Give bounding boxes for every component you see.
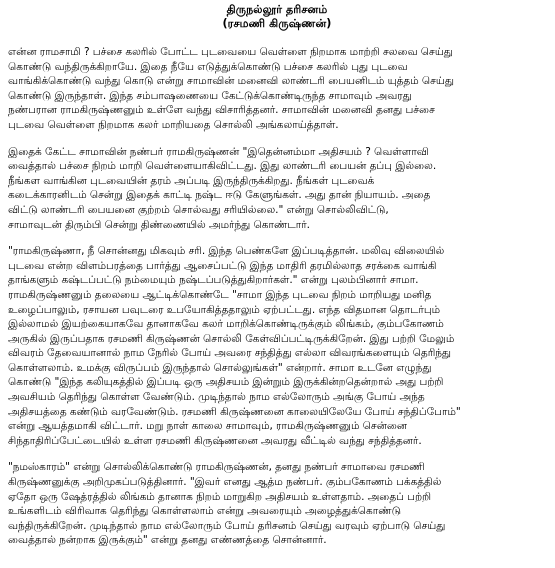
text-line: வாங்கிக்கொண்டு வந்து கொடு என்று சாமாவின் மனைவி லாண்டரி பையனிடம் யுத்தம் செய்து: [8, 75, 454, 88]
paragraph: [8, 460, 546, 548]
text-line: கொண்டு "இந்த கலியுகத்தில் இப்படி ஒரு அதிசயம் இன்றும் இருக்கின்றதென்றால் அது பற்றி: [8, 376, 444, 389]
text-line: உங்களிடம் விரிவாக தெரிந்து கொள்ளலாம் என்று அவரையும் அழைத்துக்கொண்டு: [8, 505, 401, 518]
text-line: நண்பரான ராமகிருஷ்ணனும் உள்ளே வந்து விசாரித்தனர். சாமாவின் மனைவி தனது பச்சை: [8, 104, 435, 117]
text-line: இல்லாமல் இயற்கையாகவே தானாகவே கலர் மாறிக்கொண்டிருக்கும் லிங்கம், கும்பகோணம்: [8, 318, 444, 331]
text-line: புடவை வெள்ளை நிறமாக கலர் மாறியதை சொல்லி அங்கலாய்த்தாள்.: [8, 118, 339, 131]
text-line: அவசியம் தெரிந்து கொள்ள வேண்டும். முடிந்தால் நாம எல்லோரும் அங்கு போய் அந்த: [8, 391, 425, 404]
text-line: நீங்கள வாங்கின புடவையின் தரம் அப்படி இருந்திருக்கிறது. நீங்கள் புடவைக்: [8, 174, 375, 187]
text-line: விட்டு லாண்டரி பையனை குற்றம் சொல்வது சரியில்லை." என்று சொல்லிவிட்டு,: [8, 203, 389, 216]
text-line: "நமஸ்காரம்" என்று சொல்லிக்கொண்டு ராமகிருஷ்ணன், தனது நண்பர் சாமாவை ரசமணி: [8, 461, 425, 474]
document-body: [8, 45, 546, 548]
text-line: தாங்களும் கஷ்டப்பட்டு நம்மையும் நஷ்டப்படுத்துகிறார்கள்." என்று புலம்பினார் சாமா.: [8, 274, 419, 287]
paragraph: [8, 145, 546, 233]
text-line: கடைக்காரனிடம் சென்று இதைக் காட்டி நஷ்ட ஈடு கேளுங்கள். அது தான் நியாயம். அதை: [8, 189, 431, 202]
text-line: புடவை என்ற விளம்பரத்தை பார்த்து ஆசைப்பட்டு இந்த மாதிரி தரமில்லாத சரக்கை வாங்கி: [8, 259, 437, 272]
text-line: கொள்ளலாம். உமக்கு விருப்பம் இருந்தால் சொல்லுங்கள்" என்றார். சாமா உடனே எழுந்து: [8, 361, 432, 374]
text-line: சிந்தாதிரிப்பேட்டையில் உள்ள ரசமணி கிருஷ்ணனை அவரது வீட்டில் வந்து சந்தித்தனர்.: [8, 434, 422, 447]
text-line: இதைக் கேட்ட சாமாவின் நண்பர் ராமகிருஷ்ணன் "இதென்னம்மா அதிசயம் ? வெள்ளாவி: [8, 145, 429, 158]
text-line: கொண்டு வந்திருக்கிறாயே. இதை நீயே எடுத்துக்கொண்டு பச்சை கலரில் புது புடவை: [8, 60, 408, 73]
text-line: உழைப்பாலும், ரசாயன பவுடரை உபயோகித்ததாலும் ஏற்பட்டது. எந்த விதமான தொடர்பும்: [8, 303, 441, 316]
text-line: ராமகிருஷ்ணனும் தலையை ஆட்டிக்கொண்டே "சாமா இந்த புடவை நிறம் மாறியது மனித: [8, 288, 432, 301]
page-title: திருநல்லூர் தரிசனம்: [226, 3, 328, 16]
text-line: என்ன ராமசாமி ? பச்சை கலரில் போட்ட புடவையை வெள்ளை நிறமாக மாற்றி சலவை செய்து: [8, 46, 453, 58]
text-line: "ராமகிருஷ்ணா, நீ சொன்னது மிகவும் சரி. இந்த பெண்களே இப்படித்தான். மலிவு விலையில்: [8, 245, 445, 258]
text-line: வந்திருக்கிறேன். முடிந்தால் நாம எல்லோரும் போய் தரிசனம் செய்து வரவும் ஏற்பாடு செய்து: [8, 519, 446, 532]
paragraph: [8, 45, 546, 133]
text-line: கிருஷ்ணனுக்கு அறிமுகப்படுத்தினார். "இவர் எனது ஆத்ம நண்பர். கும்பகோணம் பக்கத்தில்: [8, 476, 442, 489]
text-line: வைத்தால் பச்சை நிறம் மாறி வெள்ளையாகிவிட்டது. இது லாண்டரி பையன் தப்பு இல்லை.: [8, 160, 437, 173]
text-line: வைத்தால் நன்றாக இருக்கும்" என்று தனது எண்ணத்தை சொன்னார்.: [8, 534, 327, 547]
page-subtitle: (ரசமணி கிருஷ்ணன்): [222, 17, 332, 30]
text-line: அதிசயத்தை கண்டும் வரவேண்டும். ரசமணி கிருஷ்ணனை காலையிலேயே போய் சந்திப்போம்": [8, 405, 461, 418]
text-line: கொண்டு இருந்தாள். இந்த சம்பாஷணையை கேட்டுக்கொண்டிருந்த சாமாவும் அவரது: [8, 89, 412, 102]
text-line: சாமாவுடன் திரும்பி சென்று திண்ணையில் அமர்ந்து கொண்டார்.: [8, 218, 310, 231]
paragraph: [8, 244, 546, 448]
text-line: விவரம் தேவையானால் நாம நேரில் போய் அவரை சந்தித்து எல்லா விவரங்களையும் தெரிந்து: [8, 347, 452, 360]
text-line: என்று ஆயத்தமாகி விட்டார். மறு நாள் காலை சாமாவும், ராமகிருஷ்ணனும் சென்னை: [8, 420, 408, 433]
text-line: ஏதோ ஒரு ஷேத்ரத்தில் லிங்கம் தானாக நிறம் மாறுகிற அதிசயம் உள்ளதாம். அதைப் பற்றி: [8, 490, 432, 503]
text-line: அருகில் இருப்பதாக ரசமணி கிருஷ்ணன் சொல்லி கேள்விப்பட்டிருக்கிறேன். இது பற்றி மேலும்: [8, 332, 455, 345]
